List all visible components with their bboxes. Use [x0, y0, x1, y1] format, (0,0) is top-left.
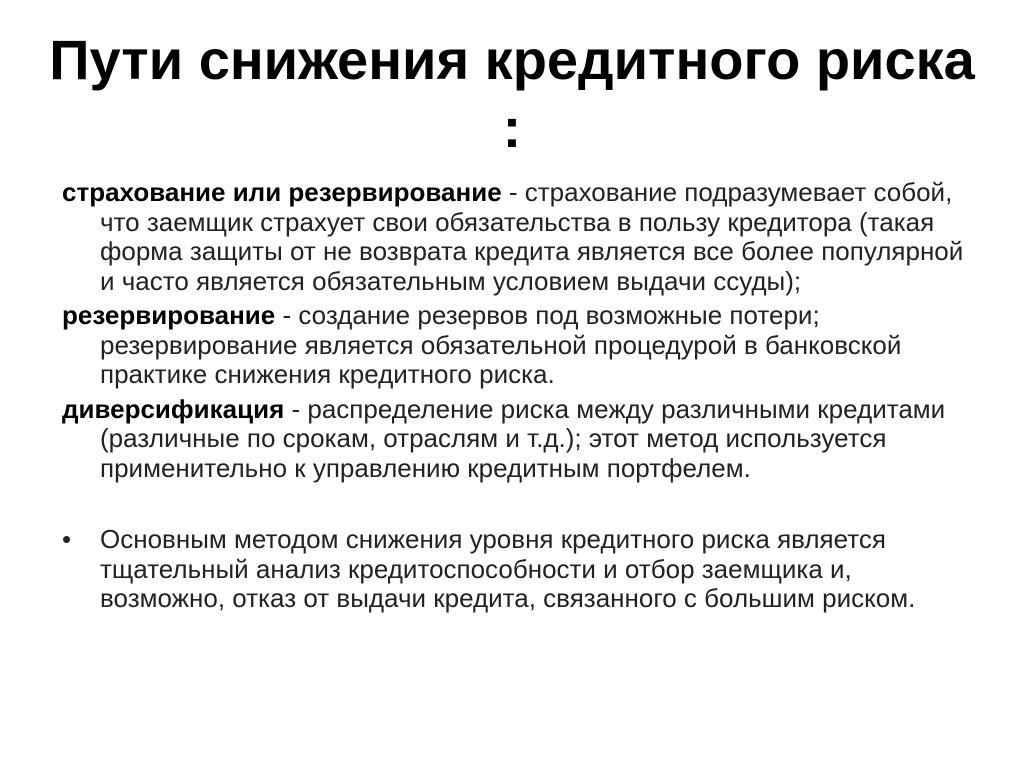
- definition-term: страхование или резервирование: [62, 177, 502, 207]
- definition-term: резервирование: [62, 300, 276, 330]
- definition-text: распределение риска между различными кредитами (различные по срокам, отраслям и т.д.); этот метод используется применительно к управлению кредитным портфелем.: [100, 393, 946, 483]
- definition-item-reserving: [62, 301, 982, 390]
- definition-text: создание резервов под возможные потери; резервирование является обязательной процедурой в банковской практике снижения кредитного риска.: [100, 300, 902, 389]
- definition-item-diversification: [62, 395, 982, 484]
- definition-separator: -: [501, 177, 525, 207]
- definition-separator: -: [284, 393, 308, 424]
- slide-body: [62, 178, 982, 614]
- definition-term: диверсификация: [62, 393, 285, 424]
- bullet-text: Основным методом снижения уровня кредитного риска является тщательный анализ кредитоспособности и отбор заемщика и, возможно, отказ от выдачи кредита, связанного с большим риском.: [100, 524, 916, 613]
- definition-separator: -: [275, 300, 299, 330]
- bullet-marker: •: [62, 524, 72, 554]
- slide-title: Пути снижения кредитного риска :: [49, 28, 975, 159]
- definition-item-insurance: [62, 178, 982, 296]
- definition-text: страхование подразумевает собой, что заемщик страхует свои обязательства в пользу кредитора (такая форма защиты от не возврата кредита является все более популярной и часто является обязательным условием выдачи ссуды);: [100, 177, 964, 296]
- bullet-item: [62, 525, 982, 614]
